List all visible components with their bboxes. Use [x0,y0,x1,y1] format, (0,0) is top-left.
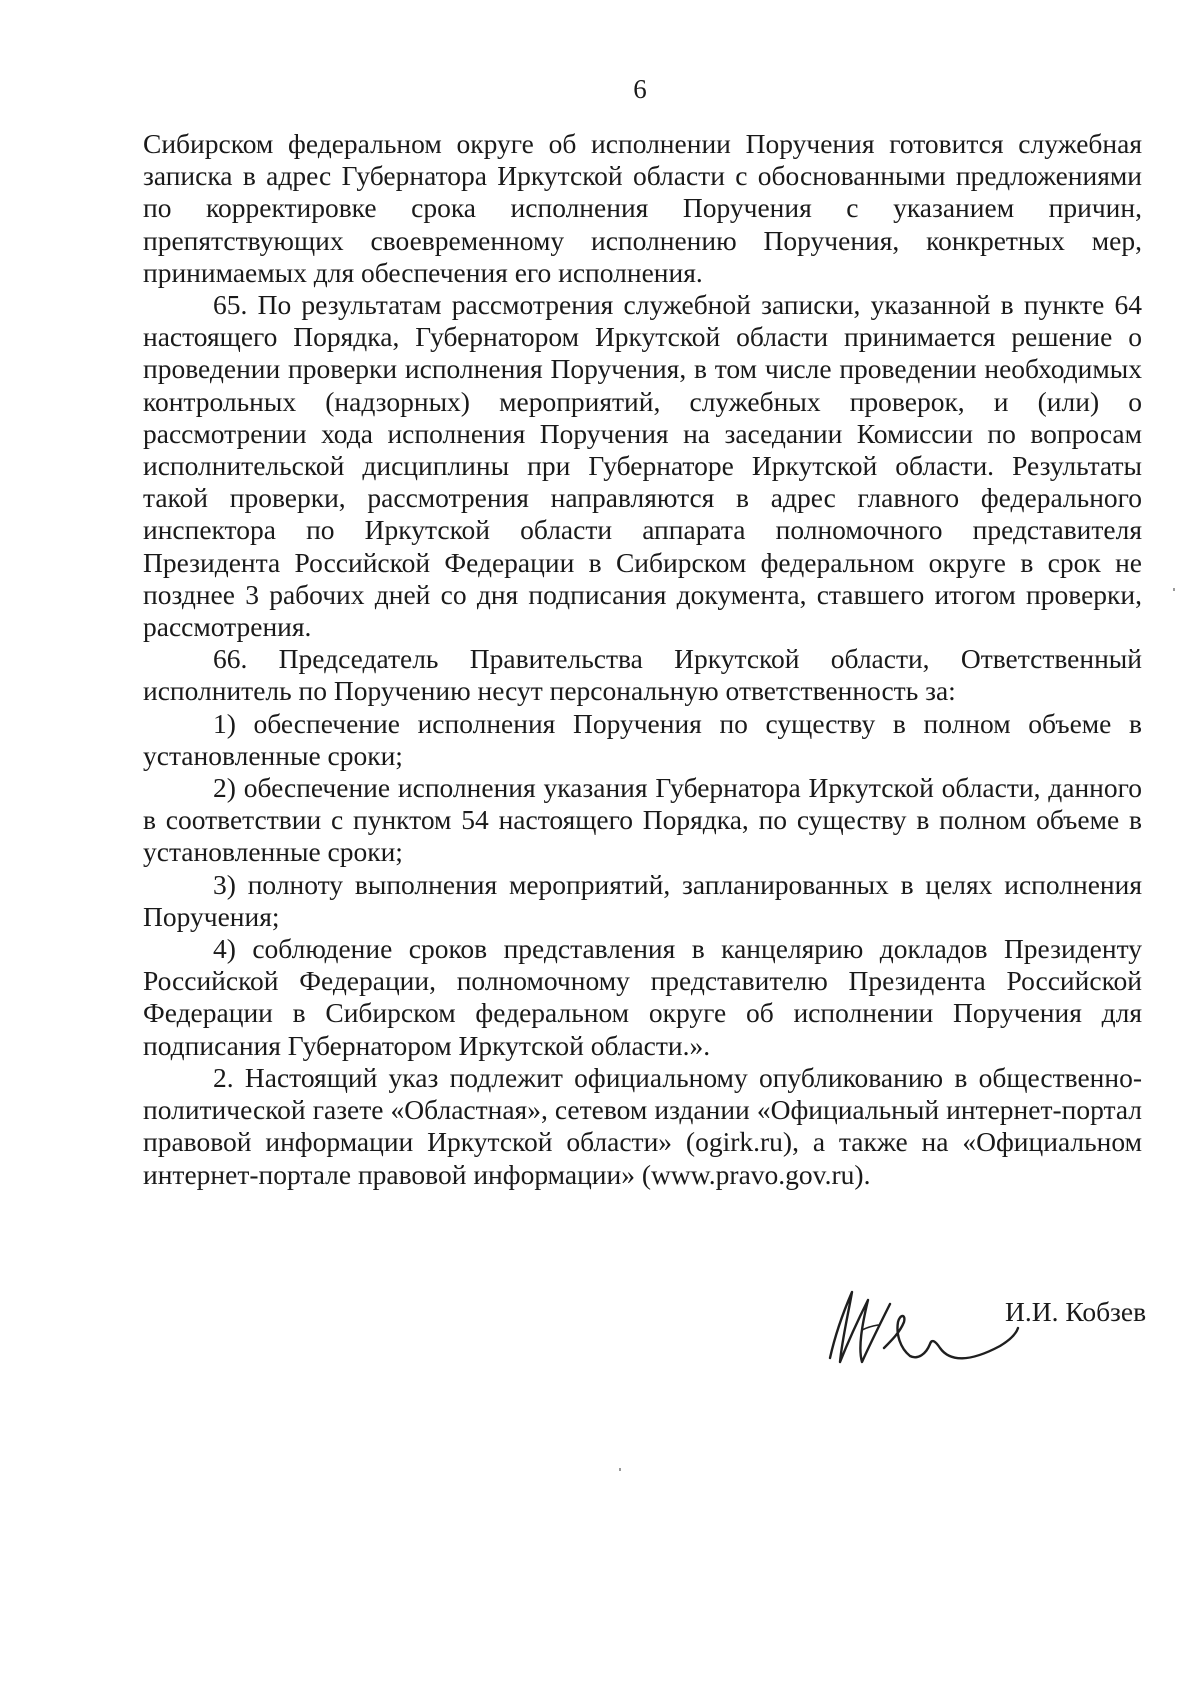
page-number: 6 [633,74,647,104]
scan-speck [619,1468,621,1471]
paragraph-2-publication: 2. Настоящий указ подлежит официальному опубликованию в общественно-политической газете «Областная», сетевом издании «Официальный интернет-портал правовой информации Иркутской области» (ogirk.ru), а также на «Официальном интернет-портале правовой информации» (www.pravo.gov.ru). [143,1061,1142,1190]
list-item-3: 3) полноту выполнения мероприятий, запланированных в целях исполнения Поручения; [143,868,1142,932]
paragraph-65: 65. По результатам рассмотрения служебной записки, указанной в пункте 64 настоящего Порядка, Губернатором Иркутской области принимается решение о проведении проверки исполнения Поручения, в том числе проведении необходимых контрольных (надзорных) мероприятий, служебных проверок, и (или) о рассмотрении хода исполнения Поручения на заседании Комиссии по вопросам исполнительской дисциплины при Губернаторе Иркутской области. Результаты такой проверки, рассмотрения направляются в адрес главного федерального инспектора по Иркутской области аппарата полномочного представителя Президента Российской Федерации в Сибирском федеральном округе в срок не позднее 3 рабочих дней со дня подписания документа, ставшего итогом проверки, рассмотрения. [143,289,1142,643]
signer-name: И.И. Кобзев [1005,1296,1147,1327]
list-item-4: 4) соблюдение сроков представления в канцелярию докладов Президенту Российской Федерации, полномочному представителю Президента Российской Федерации в Сибирском федеральном округе об исполнении Поручения для подписания Губернатором Иркутской области.». [143,933,1142,1061]
list-item-2: 2) обеспечение исполнения указания Губернатора Иркутской области, данного в соответствии с пунктом 54 настоящего Порядка, по существу в полном объеме в установленные сроки; [143,772,1142,868]
document-body [143,128,1142,1191]
signature-block [800,1270,1160,1380]
scan-speck [1173,588,1175,591]
handwritten-signature [800,1270,1020,1380]
paragraph-continuation: Сибирском федеральном округе об исполнении Поручения готовится служебная записка в адрес Губернатора Иркутской области с обоснованными предложениями по корректировке срока исполнения Поручения с указанием причин, препятствующих своевременному исполнению Поручения, конкретных мер, принимаемых для обеспечения его исполнения. [143,128,1142,288]
list-item-1: 1) обеспечение исполнения Поручения по существу в полном объеме в установленные сроки; [143,707,1142,771]
paragraph-66: 66. Председатель Правительства Иркутской области, Ответственный исполнитель по Поручению несут персональную ответственность за: [143,643,1142,707]
